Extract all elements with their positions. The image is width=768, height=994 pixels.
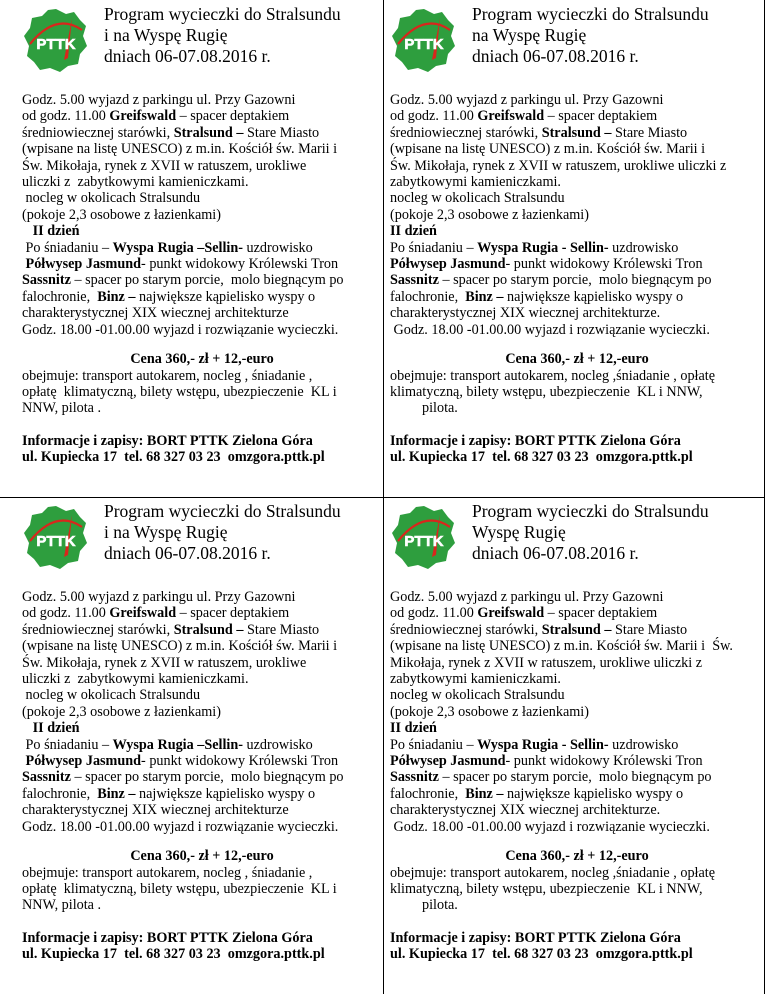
itinerary-line: Sassnitz – spacer po starym porcie, molo biegnącym po (22, 272, 344, 289)
title-line: dniach 06-07.08.2016 r. (104, 543, 271, 563)
price: Cena 360,- zł + 12,-euro (505, 848, 649, 865)
trip-card (390, 0, 764, 466)
trip-card (22, 0, 382, 466)
title-line: Program wycieczki do Stralsundu (472, 4, 709, 24)
itinerary-line: Godz. 18.00 -01.00.00 wyjazd i rozwiązanie wycieczki. (22, 818, 339, 835)
includes-line: obejmuje: transport autokarem, nocleg ,śniadanie , opłatę (390, 864, 716, 881)
card-title (472, 501, 709, 564)
itinerary-line: nocleg w okolicach Stralsundu (390, 687, 565, 704)
includes-line: NNW, pilota . (22, 400, 102, 417)
title-line: dniach 06-07.08.2016 r. (104, 46, 271, 66)
itinerary-line: uliczki z zabytkowymi kamieniczkami. (22, 671, 249, 688)
itinerary-line: (pokoje 2,3 osobowe z łazienkami) (390, 703, 589, 720)
day-heading: II dzień (390, 720, 437, 737)
includes-line: obejmuje: transport autokarem, nocleg , śniadanie , (22, 864, 313, 881)
card-header (390, 0, 764, 92)
info-line: Informacje i zapisy: BORT PTTK Zielona Góra (390, 929, 681, 946)
itinerary-line: (wpisane na listę UNESCO) z m.in. Kościół św. Marii i (22, 638, 338, 655)
info-line: Informacje i zapisy: BORT PTTK Zielona Góra (390, 432, 681, 449)
itinerary-line: średniowiecznej starówki, Stralsund – Stare Miasto (22, 621, 320, 638)
includes-line: obejmuje: transport autokarem, nocleg ,śniadanie , opłatę (390, 367, 716, 384)
price: Cena 360,- zł + 12,-euro (130, 848, 274, 865)
itinerary-line: Półwysep Jasmund- punkt widokowy Królewski Tron (22, 256, 339, 273)
card-header (22, 497, 382, 589)
itinerary-line: zabytkowymi kamieniczkami. (390, 671, 561, 688)
card-title (472, 4, 709, 67)
itinerary-line: charakterystycznej XIX wiecznej architekturze. (390, 802, 661, 819)
info-line: ul. Kupiecka 17 tel. 68 327 03 23 omzgora.pttk.pl (390, 449, 693, 466)
itinerary-line: falochronie, Binz – największe kąpielisko wyspy o (390, 785, 684, 802)
itinerary-line: od godz. 11.00 Greifswald – spacer deptakiem (390, 605, 658, 622)
day-heading: II dzień (22, 223, 80, 240)
itinerary-line: (pokoje 2,3 osobowe z łazienkami) (22, 206, 221, 223)
itinerary-line: Po śniadaniu – Wyspa Rugia –Sellin- uzdrowisko (22, 736, 313, 753)
itinerary-line: nocleg w okolicach Stralsundu (390, 190, 565, 207)
title-line: Program wycieczki do Stralsundu (104, 501, 341, 521)
card-body (390, 589, 764, 963)
itinerary-line: Św. Mikołaja, rynek z XVII w ratuszem, urokliwe (22, 654, 307, 671)
itinerary-line: od godz. 11.00 Greifswald – spacer deptakiem (22, 605, 290, 622)
card-title (104, 4, 341, 67)
itinerary-line: Godz. 18.00 -01.00.00 wyjazd i rozwiązanie wycieczki. (22, 321, 339, 338)
card-body (390, 92, 764, 466)
card-header (390, 497, 764, 589)
title-line: Program wycieczki do Stralsundu (104, 4, 341, 24)
title-line: dniach 06-07.08.2016 r. (472, 543, 639, 563)
itinerary-line: średniowiecznej starówki, Stralsund – Stare Miasto (390, 621, 688, 638)
itinerary-line: charakterystycznej XIX wiecznej architekturze. (390, 305, 661, 322)
itinerary-line: (wpisane na listę UNESCO) z m.in. Kościół św. Marii i (22, 141, 338, 158)
itinerary-line: falochronie, Binz – największe kąpielisko wyspy o (22, 288, 316, 305)
includes-line: klimatyczną, bilety wstępu, ubezpieczenie KL i NNW, (390, 880, 703, 897)
title-line: Program wycieczki do Stralsundu (472, 501, 709, 521)
itinerary-line: (wpisane na listę UNESCO) z m.in. Kościół św. Marii i Św. (390, 638, 733, 655)
itinerary-line: średniowiecznej starówki, Stralsund – Stare Miasto (22, 124, 320, 141)
title-line: i na Wyspę Rugię (104, 522, 228, 542)
itinerary-line: Mikołaja, rynek z XVII w ratuszem, urokliwe uliczki z (390, 654, 703, 671)
itinerary-line: Sassnitz – spacer po starym porcie, molo biegnącym po (390, 272, 712, 289)
itinerary-line: nocleg w okolicach Stralsundu (22, 190, 201, 207)
itinerary-line: uliczki z zabytkowymi kamieniczkami. (22, 174, 249, 191)
itinerary-line: charakterystycznej XIX wiecznej architekturze (22, 305, 289, 322)
itinerary-line: od godz. 11.00 Greifswald – spacer deptakiem (22, 108, 290, 125)
itinerary-line: Św. Mikołaja, rynek z XVII w ratuszem, urokliwe uliczki z (390, 157, 727, 174)
info-line: ul. Kupiecka 17 tel. 68 327 03 23 omzgora.pttk.pl (390, 946, 693, 963)
trip-card (390, 497, 764, 963)
itinerary-line: Półwysep Jasmund- punkt widokowy Królewski Tron (390, 256, 703, 273)
itinerary-line: falochronie, Binz – największe kąpielisko wyspy o (22, 785, 316, 802)
card-title (104, 501, 341, 564)
includes-line: pilota. (422, 400, 458, 417)
itinerary-line: (wpisane na listę UNESCO) z m.in. Kościół św. Marii i (390, 141, 706, 158)
itinerary-line: Godz. 18.00 -01.00.00 wyjazd i rozwiązanie wycieczki. (390, 818, 710, 835)
includes-line: opłatę klimatyczną, bilety wstępu, ubezpieczenie KL i (22, 383, 337, 400)
price: Cena 360,- zł + 12,-euro (130, 351, 274, 368)
itinerary-line: Sassnitz – spacer po starym porcie, molo biegnącym po (22, 769, 344, 786)
includes-line: NNW, pilota . (22, 897, 102, 914)
itinerary-line: Św. Mikołaja, rynek z XVII w ratuszem, urokliwe (22, 157, 307, 174)
includes-line: pilota. (422, 897, 458, 914)
itinerary-line: falochronie, Binz – największe kąpielisko wyspy o (390, 288, 684, 305)
itinerary-line: Godz. 5.00 wyjazd z parkingu ul. Przy Gazowni (22, 92, 296, 108)
itinerary-line: Godz. 5.00 wyjazd z parkingu ul. Przy Gazowni (390, 92, 664, 108)
info-line: Informacje i zapisy: BORT PTTK Zielona Góra (22, 432, 313, 449)
itinerary-line: (pokoje 2,3 osobowe z łazienkami) (22, 703, 221, 720)
itinerary-line: charakterystycznej XIX wiecznej architekturze (22, 802, 289, 819)
itinerary-line: Godz. 18.00 -01.00.00 wyjazd i rozwiązanie wycieczki. (390, 321, 710, 338)
logo-text: PTTK (404, 533, 444, 550)
price: Cena 360,- zł + 12,-euro (505, 351, 649, 368)
pttk-logo-icon (22, 6, 90, 74)
itinerary-line: zabytkowymi kamieniczkami. (390, 174, 561, 191)
itinerary-line: Półwysep Jasmund- punkt widokowy Królewski Tron (22, 753, 339, 770)
itinerary-line: Półwysep Jasmund- punkt widokowy Królewski Tron (390, 753, 703, 770)
itinerary-line: Sassnitz – spacer po starym porcie, molo biegnącym po (390, 769, 712, 786)
card-body (22, 92, 382, 466)
itinerary-line: Po śniadaniu – Wyspa Rugia –Sellin- uzdrowisko (22, 239, 313, 256)
pttk-logo-icon (22, 503, 90, 571)
pttk-logo-icon (390, 503, 458, 571)
title-line: Wyspę Rugię (472, 522, 566, 542)
card-body (22, 589, 382, 963)
itinerary-line: (pokoje 2,3 osobowe z łazienkami) (390, 206, 589, 223)
logo-text: PTTK (404, 36, 444, 53)
title-line: i na Wyspę Rugię (104, 25, 228, 45)
logo-text: PTTK (36, 36, 76, 53)
day-heading: II dzień (390, 223, 437, 240)
itinerary-line: Godz. 5.00 wyjazd z parkingu ul. Przy Gazowni (22, 589, 296, 605)
includes-line: klimatyczną, bilety wstępu, ubezpieczenie KL i NNW, (390, 383, 703, 400)
itinerary-line: Po śniadaniu – Wyspa Rugia - Sellin- uzdrowisko (390, 239, 679, 256)
itinerary-line: Godz. 5.00 wyjazd z parkingu ul. Przy Gazowni (390, 589, 664, 605)
info-line: ul. Kupiecka 17 tel. 68 327 03 23 omzgora.pttk.pl (22, 946, 325, 963)
info-line: ul. Kupiecka 17 tel. 68 327 03 23 omzgora.pttk.pl (22, 449, 325, 466)
itinerary-line: Po śniadaniu – Wyspa Rugia - Sellin- uzdrowisko (390, 736, 679, 753)
logo-text: PTTK (36, 533, 76, 550)
trip-card (22, 497, 382, 963)
title-line: dniach 06-07.08.2016 r. (472, 46, 639, 66)
includes-line: opłatę klimatyczną, bilety wstępu, ubezpieczenie KL i (22, 880, 337, 897)
includes-line: obejmuje: transport autokarem, nocleg , śniadanie , (22, 367, 313, 384)
title-line: na Wyspę Rugię (472, 25, 587, 45)
itinerary-line: średniowiecznej starówki, Stralsund – Stare Miasto (390, 124, 688, 141)
itinerary-line: od godz. 11.00 Greifswald – spacer deptakiem (390, 108, 658, 125)
card-header (22, 0, 382, 92)
day-heading: II dzień (22, 720, 80, 737)
pttk-logo-icon (390, 6, 458, 74)
info-line: Informacje i zapisy: BORT PTTK Zielona Góra (22, 929, 313, 946)
itinerary-line: nocleg w okolicach Stralsundu (22, 687, 201, 704)
